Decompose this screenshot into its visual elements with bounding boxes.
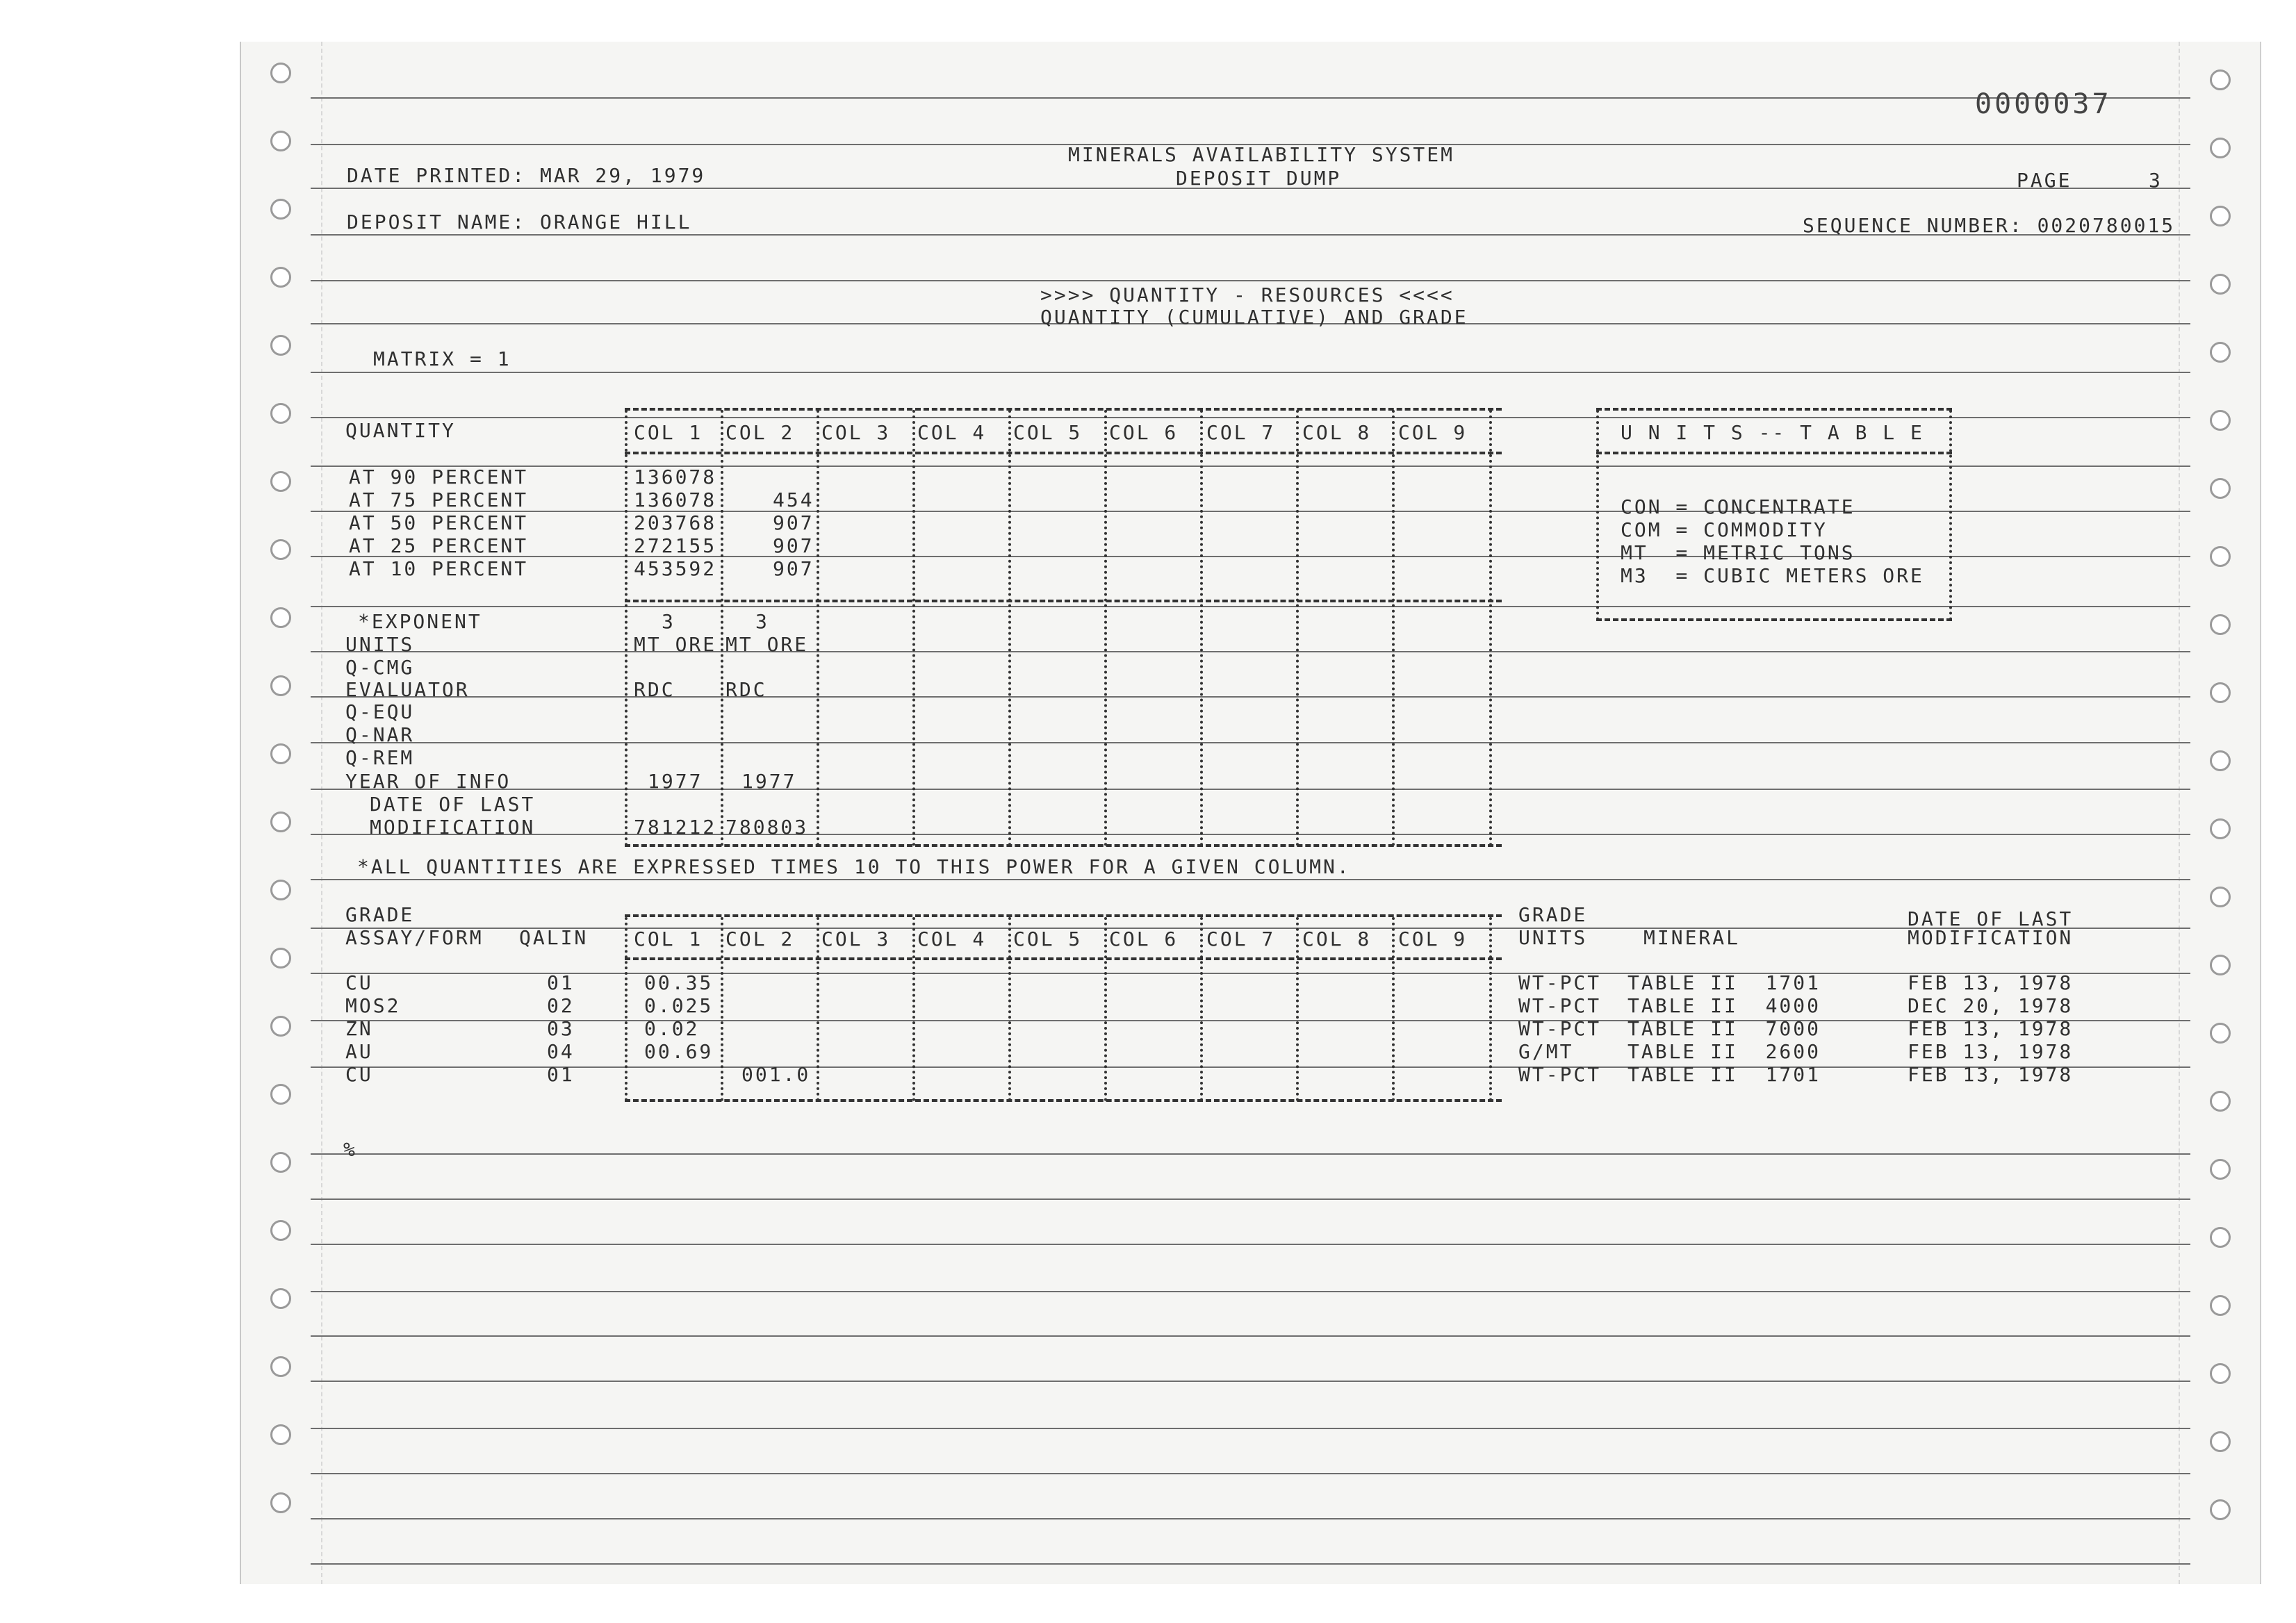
grade-row-date: FEB 13, 1978: [1908, 971, 2074, 994]
ruled-line: [311, 97, 2190, 99]
page-label: PAGE: [2017, 169, 2072, 192]
exponent-footnote: *ALL QUANTITIES ARE EXPRESSED TIMES 10 TO THIS POWER FOR A GIVEN COLUMN.: [357, 855, 1351, 878]
ruled-line: [311, 834, 2190, 835]
grade-table-top-border: [625, 914, 1502, 917]
assay-form-header: ASSAY/FORM: [345, 926, 484, 949]
units-table-entry: CON = CONCENTRATE: [1621, 495, 1855, 518]
grade-row-mineral: TABLE II 1701: [1627, 971, 1821, 994]
quantity-row-label: AT 25 PERCENT: [349, 534, 529, 557]
grade-table-column-rule: [1296, 917, 1299, 1101]
quantity-table-column-rule: [1008, 410, 1011, 846]
quantity-table-column-rule: [1200, 410, 1203, 846]
meta-row-label: Q-REM: [345, 746, 415, 769]
units-table-right-border: [1949, 410, 1952, 620]
sprocket-hole-right: [2210, 342, 2231, 363]
quantity-cell-col1: 136078: [634, 488, 717, 511]
quantity-table-column-rule: [625, 410, 628, 846]
quantity-col-header: COL 7: [1206, 421, 1276, 444]
sprocket-hole-right: [2210, 750, 2231, 771]
quantity-table-column-rule: [817, 410, 819, 846]
grade-cell-col1: 00.35: [644, 971, 714, 994]
units-table-top-border: [1596, 408, 1952, 411]
ruled-line: [311, 742, 2190, 743]
quantity-table-column-rule: [1392, 410, 1395, 846]
quantity-row-label: AT 10 PERCENT: [349, 557, 529, 580]
ruled-line: [311, 1335, 2190, 1337]
grade-row-units: G/MT: [1518, 1040, 1574, 1063]
ruled-line: [311, 789, 2190, 790]
grade-table-header-rule: [625, 957, 1502, 960]
quantity-table-column-rule: [912, 410, 915, 846]
grade-col-header: COL 9: [1398, 928, 1468, 950]
sprocket-hole-left: [270, 1492, 291, 1513]
quantity-cell-col1: 453592: [634, 557, 717, 580]
sprocket-hole-left: [270, 1288, 291, 1309]
grade-row-mineral: TABLE II 4000: [1627, 994, 1821, 1017]
grade-row-qalin: 01: [547, 1063, 575, 1086]
meta-cell-col2: 1977: [741, 770, 797, 793]
grade-row-qalin: 02: [547, 994, 575, 1017]
ruled-line: [311, 1198, 2190, 1200]
sprocket-hole-left: [270, 335, 291, 356]
grade-table-column-rule: [721, 917, 723, 1101]
deposit-name: DEPOSIT NAME: ORANGE HILL: [347, 211, 692, 233]
grade-cell-col2: 001.0: [741, 1063, 811, 1086]
quantity-cell-col1: 203768: [634, 511, 717, 534]
ruled-line: [311, 651, 2190, 652]
meta-cell-col2: 3: [755, 610, 769, 633]
units-table-entry: MT = METRIC TONS: [1621, 541, 1855, 564]
quantity-col-header: COL 6: [1109, 421, 1179, 444]
sprocket-hole-right: [2210, 138, 2231, 158]
sprocket-hole-left: [270, 948, 291, 969]
sprocket-hole-right: [2210, 69, 2231, 90]
meta-cell-col2: 780803: [725, 816, 809, 839]
sprocket-hole-left: [270, 675, 291, 696]
sprocket-hole-right: [2210, 274, 2231, 295]
sprocket-hole-left: [270, 1424, 291, 1445]
units-table-entry: COM = COMMODITY: [1621, 518, 1828, 541]
quantity-col-header: COL 1: [634, 421, 703, 444]
sprocket-hole-right: [2210, 1023, 2231, 1044]
sprocket-hole-left: [270, 267, 291, 288]
meta-cell-col1: MT ORE: [634, 633, 717, 656]
grade-units-header-1: GRADE: [1518, 903, 1588, 926]
quantity-table-mid-rule: [625, 600, 1502, 602]
grade-col-header: COL 4: [917, 928, 987, 950]
ruled-line: [311, 466, 2190, 467]
sprocket-hole-left: [270, 471, 291, 492]
grade-row-units: WT-PCT: [1518, 1063, 1602, 1086]
grade-col-header: COL 5: [1013, 928, 1083, 950]
sprocket-hole-left: [270, 743, 291, 764]
quantity-row-label: AT 50 PERCENT: [349, 511, 529, 534]
ruled-line: [311, 1473, 2190, 1474]
meta-row-label: EVALUATOR: [345, 678, 470, 701]
ruled-line: [311, 1291, 2190, 1292]
sprocket-hole-right: [2210, 1227, 2231, 1248]
quantity-cell-col2: 907: [773, 534, 814, 557]
ruled-line: [311, 1381, 2190, 1382]
units-table-header-rule: [1596, 452, 1952, 454]
grade-table-column-rule: [1200, 917, 1203, 1101]
sprocket-hole-right: [2210, 546, 2231, 567]
ruled-line: [311, 1563, 2190, 1565]
quantity-col-header: COL 3: [821, 421, 891, 444]
ruled-line: [311, 696, 2190, 698]
ruled-line: [311, 511, 2190, 512]
quantity-col-header: COL 9: [1398, 421, 1468, 444]
meta-row-label: UNITS: [345, 633, 415, 656]
sprocket-hole-right: [2210, 614, 2231, 635]
page-number-stamp: 0000037: [1975, 88, 2112, 120]
grade-table-column-rule: [625, 917, 628, 1101]
grade-row-assay: ZN: [345, 1017, 373, 1040]
quantity-row-label: AT 75 PERCENT: [349, 488, 529, 511]
ruled-line: [311, 372, 2190, 373]
meta-row-label: MODIFICATION: [370, 816, 536, 839]
quantity-cell-col2: 907: [773, 511, 814, 534]
quantity-col-header: COL 5: [1013, 421, 1083, 444]
units-table-bottom-border: [1596, 618, 1952, 621]
ruled-line: [311, 879, 2190, 880]
grade-col-header: COL 7: [1206, 928, 1276, 950]
quantity-col-header: COL 2: [725, 421, 795, 444]
ruled-line: [311, 606, 2190, 607]
sprocket-hole-right: [2210, 1431, 2231, 1452]
grade-col-header: COL 2: [725, 928, 795, 950]
grade-cell-col1: 00.69: [644, 1040, 714, 1063]
quantity-table-column-rule: [1296, 410, 1299, 846]
date-last-header-2: MODIFICATION: [1908, 926, 2074, 949]
grade-table-column-rule: [912, 917, 915, 1101]
grade-table-column-rule: [1392, 917, 1395, 1101]
sprocket-hole-right: [2210, 478, 2231, 499]
grade-row-units: WT-PCT: [1518, 971, 1602, 994]
meta-row-label: Q-CMG: [345, 656, 415, 679]
grade-table-column-rule: [817, 917, 819, 1101]
sprocket-hole-left: [270, 131, 291, 151]
quantity-row-label: AT 90 PERCENT: [349, 466, 529, 488]
sprocket-hole-left: [270, 1016, 291, 1037]
sprocket-hole-right: [2210, 206, 2231, 226]
grade-row-assay: CU: [345, 1063, 373, 1086]
sprocket-hole-right: [2210, 818, 2231, 839]
quantity-cell-col1: 136078: [634, 466, 717, 488]
ruled-line: [311, 1518, 2190, 1519]
grade-cell-col1: 0.025: [644, 994, 714, 1017]
grade-row-date: FEB 13, 1978: [1908, 1017, 2074, 1040]
grade-units-header-2: UNITS: [1518, 926, 1588, 949]
grade-row-date: FEB 13, 1978: [1908, 1040, 2074, 1063]
meta-row-label: Q-NAR: [345, 723, 415, 746]
meta-cell-col2: RDC: [725, 678, 767, 701]
quantity-cell-col1: 272155: [634, 534, 717, 557]
quantity-col-header: COL 4: [917, 421, 987, 444]
sprocket-hole-left: [270, 403, 291, 424]
meta-row-label: *EXPONENT: [358, 610, 482, 633]
ruled-line: [311, 1244, 2190, 1245]
matrix-label: MATRIX = 1: [373, 347, 511, 370]
page-value: 3: [2149, 169, 2163, 192]
grade-col-header: COL 8: [1302, 928, 1372, 950]
tractor-feed-strip-right: [2179, 42, 2260, 1584]
mineral-header: MINERAL: [1643, 926, 1741, 949]
grade-table-column-rule: [1008, 917, 1011, 1101]
grade-header: GRADE: [345, 903, 415, 926]
ruled-line: [311, 417, 2190, 418]
quantity-table-column-rule: [721, 410, 723, 846]
quantity-cell-col2: 907: [773, 557, 814, 580]
meta-row-label: YEAR OF INFO: [345, 770, 511, 793]
quantity-table-column-rule: [1489, 410, 1492, 846]
sprocket-hole-right: [2210, 1159, 2231, 1180]
sprocket-hole-left: [270, 1084, 291, 1105]
meta-row-label: Q-EQU: [345, 700, 415, 723]
meta-row-label: DATE OF LAST: [370, 793, 536, 816]
sprocket-hole-left: [270, 607, 291, 628]
grade-row-units: WT-PCT: [1518, 1017, 1602, 1040]
sprocket-hole-right: [2210, 887, 2231, 907]
qalin-header: QALIN: [519, 926, 589, 949]
units-table-title: U N I T S -- T A B L E: [1621, 421, 1924, 444]
meta-cell-col1: 781212: [634, 816, 717, 839]
grade-col-header: COL 1: [634, 928, 703, 950]
units-table-entry: M3 = CUBIC METERS ORE: [1621, 564, 1924, 587]
grade-row-assay: AU: [345, 1040, 373, 1063]
end-mark: %: [343, 1138, 357, 1161]
quantity-table-header-rule: [625, 452, 1502, 454]
sprocket-hole-right: [2210, 410, 2231, 431]
system-title: MINERALS AVAILABILITY SYSTEM: [1068, 143, 1455, 166]
sprocket-hole-left: [270, 63, 291, 83]
grade-row-units: WT-PCT: [1518, 994, 1602, 1017]
quantity-table-column-rule: [1104, 410, 1107, 846]
meta-cell-col1: 1977: [648, 770, 703, 793]
grade-col-header: COL 3: [821, 928, 891, 950]
sprocket-hole-right: [2210, 1363, 2231, 1384]
grade-table-bottom-border: [625, 1099, 1502, 1102]
sprocket-hole-left: [270, 1152, 291, 1173]
sprocket-hole-right: [2210, 1499, 2231, 1520]
sprocket-hole-left: [270, 812, 291, 832]
quantity-table-top-border: [625, 408, 1502, 411]
units-table-left-border: [1596, 410, 1599, 620]
grade-col-header: COL 6: [1109, 928, 1179, 950]
ruled-line: [311, 1428, 2190, 1429]
sprocket-hole-right: [2210, 955, 2231, 975]
grade-row-date: FEB 13, 1978: [1908, 1063, 2074, 1086]
date-printed: DATE PRINTED: MAR 29, 1979: [347, 164, 706, 187]
grade-row-date: DEC 20, 1978: [1908, 994, 2074, 1017]
sprocket-hole-right: [2210, 682, 2231, 703]
sequence-number: SEQUENCE NUMBER: 0020780015: [1803, 214, 2176, 237]
sprocket-hole-left: [270, 199, 291, 220]
grade-row-qalin: 03: [547, 1017, 575, 1040]
grade-table-column-rule: [1489, 917, 1492, 1101]
sprocket-hole-right: [2210, 1295, 2231, 1316]
ruled-line: [311, 556, 2190, 557]
printout-paper: [240, 42, 2261, 1584]
quantity-table-bottom-border: [625, 844, 1502, 847]
quantity-cell-col2: 454: [773, 488, 814, 511]
quantity-header-label: QUANTITY: [345, 419, 456, 442]
sprocket-hole-left: [270, 880, 291, 900]
meta-cell-col1: 3: [662, 610, 675, 633]
grade-row-assay: CU: [345, 971, 373, 994]
meta-cell-col2: MT ORE: [725, 633, 809, 656]
grade-row-mineral: TABLE II 2600: [1627, 1040, 1821, 1063]
ruled-line: [311, 280, 2190, 281]
sprocket-hole-left: [270, 539, 291, 560]
grade-table-column-rule: [1104, 917, 1107, 1101]
sprocket-hole-left: [270, 1220, 291, 1241]
meta-cell-col1: RDC: [634, 678, 675, 701]
grade-row-mineral: TABLE II 7000: [1627, 1017, 1821, 1040]
section-title: >>>> QUANTITY - RESOURCES <<<<: [1040, 283, 1454, 306]
sprocket-hole-left: [270, 1356, 291, 1377]
grade-row-assay: MOS2: [345, 994, 401, 1017]
grade-row-mineral: TABLE II 1701: [1627, 1063, 1821, 1086]
grade-cell-col1: 0.02: [644, 1017, 700, 1040]
date-last-header-1: DATE OF LAST: [1908, 907, 2074, 930]
grade-row-qalin: 04: [547, 1040, 575, 1063]
sprocket-hole-right: [2210, 1091, 2231, 1112]
report-title: DEPOSIT DUMP: [1176, 167, 1342, 190]
section-subtitle: QUANTITY (CUMULATIVE) AND GRADE: [1040, 306, 1468, 329]
quantity-col-header: COL 8: [1302, 421, 1372, 444]
ruled-line: [311, 1153, 2190, 1155]
grade-row-qalin: 01: [547, 971, 575, 994]
